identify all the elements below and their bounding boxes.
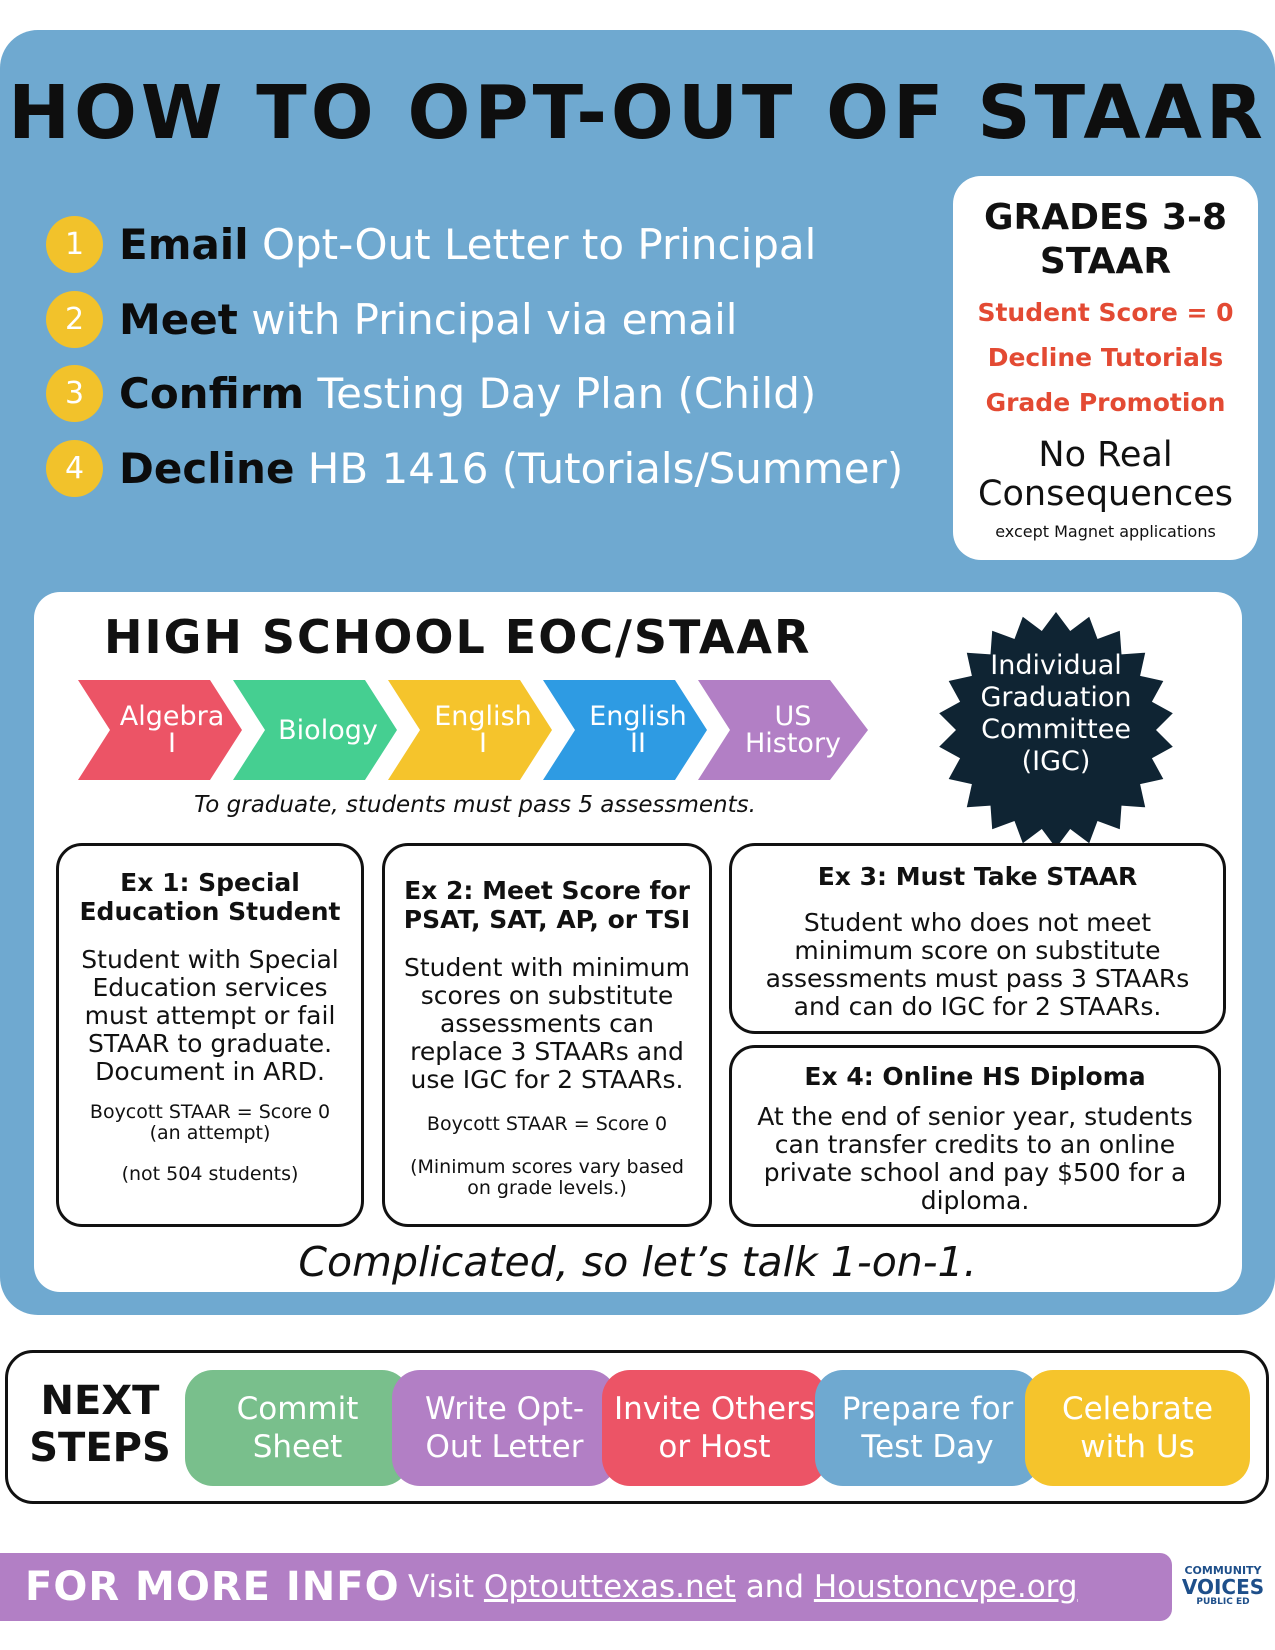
- grades-3-8-card: [953, 176, 1258, 560]
- example-1-body: Student with Special Education services must attempt or fail STAAR to graduate. Document in ARD.: [81, 945, 339, 1086]
- step-action: Confirm: [119, 368, 305, 418]
- example-4-box: [729, 1045, 1221, 1227]
- example-2-box: [382, 843, 712, 1227]
- graduation-requirement-note: To graduate, students must pass 5 assessments.: [194, 792, 756, 818]
- next-step-write-letter[interactable]: Write Opt- Out Letter: [392, 1370, 617, 1486]
- no-real-consequences: No Real Consequences: [978, 435, 1233, 514]
- next-step-celebrate[interactable]: Celebrate with Us: [1025, 1370, 1250, 1486]
- igc-label: Individual Graduation Committee (IGC): [980, 650, 1132, 777]
- example-2-minimum-scores-note: (Minimum scores vary based on grade levels.): [410, 1156, 684, 1199]
- example-4-title: Ex 4: Online HS Diploma: [804, 1062, 1146, 1091]
- grade-promotion-item: Grade Promotion: [985, 388, 1226, 417]
- example-3-title: Ex 3: Must Take STAAR: [817, 862, 1138, 891]
- step-action: Decline: [119, 443, 295, 493]
- community-voices-logo: COMMUNITY VOICES PUBLIC ED: [1181, 1564, 1265, 1607]
- step-2: [46, 289, 737, 349]
- example-2-boycott-note: Boycott STAAR = Score 0: [426, 1113, 668, 1135]
- assessment-english-1-label: English I: [434, 701, 532, 759]
- step-3: [46, 363, 816, 423]
- step-number-badge: 4: [46, 440, 103, 497]
- example-1-box: [56, 843, 364, 1227]
- optouttexas-link[interactable]: Optouttexas.net: [483, 1569, 736, 1605]
- closing-message: Complicated, so let’s talk 1-on-1.: [298, 1238, 977, 1286]
- student-score-item: Student Score = 0: [977, 298, 1234, 327]
- step-4: [46, 438, 903, 498]
- example-1-title: Ex 1: Special Education Student: [79, 868, 341, 926]
- magnet-exception-note: except Magnet applications: [995, 522, 1216, 541]
- example-1-boycott-note: Boycott STAAR = Score 0 (an attempt): [89, 1101, 331, 1144]
- assessment-chevrons: [78, 680, 868, 780]
- step-number-badge: 2: [46, 291, 103, 348]
- decline-tutorials-item: Decline Tutorials: [987, 343, 1224, 372]
- assessment-biology-label: Biology: [278, 714, 378, 746]
- step-detail: with Principal via email: [251, 294, 738, 344]
- more-info-label: FOR MORE INFO: [25, 1564, 400, 1610]
- assessment-english-2-label: English II: [589, 701, 687, 759]
- example-1-504-note: (not 504 students): [121, 1163, 299, 1185]
- assessment-us-history-label: US History: [744, 701, 842, 759]
- grades-card-title: GRADES 3-8 STAAR: [983, 197, 1228, 282]
- step-detail: HB 1416 (Tutorials/Summer): [307, 443, 904, 493]
- igc-badge: [936, 610, 1176, 850]
- example-3-body: Student who does not meet minimum score on substitute assessments must pass 3 STAARs and can do IGC for 2 STAARs.: [765, 908, 1190, 1021]
- example-2-title: Ex 2: Meet Score for PSAT, SAT, AP, or TSI: [403, 876, 691, 934]
- example-4-body: At the end of senior year, students can transfer credits to an online private school and pay $500 for a diploma.: [757, 1102, 1193, 1215]
- next-step-invite-others[interactable]: Invite Others or Host: [602, 1370, 827, 1486]
- next-step-commit-sheet[interactable]: Commit Sheet: [185, 1370, 410, 1486]
- step-detail: Testing Day Plan (Child): [317, 368, 817, 418]
- next-step-prepare-test-day[interactable]: Prepare for Test Day: [815, 1370, 1040, 1486]
- assessment-algebra-label: Algebra I: [119, 701, 225, 759]
- next-steps-label: NEXT STEPS: [29, 1378, 171, 1471]
- step-detail: Opt-Out Letter to Principal: [261, 219, 817, 269]
- high-school-title: HIGH SCHOOL EOC/STAAR: [104, 610, 812, 664]
- houstoncvpe-link[interactable]: Houstoncvpe.org: [813, 1569, 1078, 1605]
- example-2-body: Student with minimum scores on substitute assessments can replace 3 STAARs and use IGC for 2 STAARs.: [404, 953, 690, 1094]
- step-action: Meet: [119, 294, 238, 344]
- step-number-badge: 1: [46, 216, 103, 273]
- step-action: Email: [119, 219, 249, 269]
- more-info-text: Visit Optouttexas.net and Houstoncvpe.org: [408, 1569, 1078, 1605]
- page-title: HOW TO OPT-OUT OF STAAR: [8, 70, 1267, 156]
- example-3-box: [729, 843, 1226, 1034]
- step-number-badge: 3: [46, 365, 103, 422]
- step-1: [46, 214, 816, 274]
